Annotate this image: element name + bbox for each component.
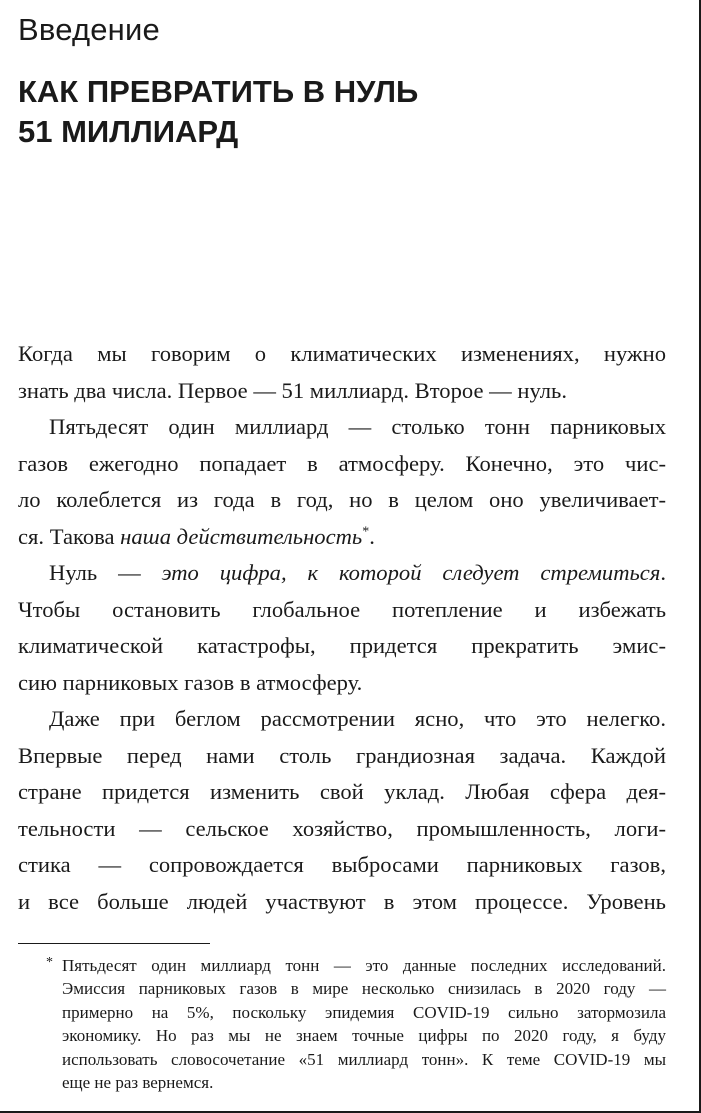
footnote-text	[62, 954, 666, 1094]
body-line	[18, 774, 666, 811]
body-line	[18, 482, 666, 519]
footnote-reference: *	[362, 523, 370, 539]
footnote-divider	[18, 943, 210, 944]
footnote-line: Пятьдесят один миллиард тонн — это данные последних исследований.	[62, 956, 666, 975]
body-line	[18, 555, 666, 592]
body-text-run: стика — сопровождается выбросами парниковых газов,	[18, 852, 666, 877]
chapter-title-line: 51 МИЛЛИАРД	[18, 114, 239, 149]
footnote-line: экономику. Но раз мы не знаем точные цифры по 2020 году, я буду	[62, 1026, 666, 1046]
body-text-run: Пятьдесят один миллиард — столько тонн парниковых	[49, 414, 666, 439]
body-line	[18, 738, 666, 775]
body-text-run: тельности — сельское хозяйство, промышленность, логи-	[18, 815, 666, 841]
body-line	[18, 592, 666, 629]
body-text-run: газов ежегодно попадает в атмосферу. Конечно, это чис-	[18, 450, 666, 476]
footnote-line: Эмиссия парниковых газов в мире несколько снизилась в 2020 году —	[62, 979, 666, 999]
body-text-run: сию парниковых газов в атмосферу.	[18, 669, 363, 695]
body-text-run: и все больше людей участвуют в этом процессе. Уровень	[18, 888, 666, 914]
body-text-run: Когда мы говорим о климатических изменениях, нужно	[18, 341, 666, 366]
body-line	[18, 847, 666, 884]
italic-text: наша действительность	[120, 523, 363, 549]
body-text-run: ло колеблется из года в год, но в целом оно увеличивает-	[18, 487, 666, 512]
body-text-run: Чтобы остановить глобальное потепление и избежать	[18, 596, 666, 622]
body-text-run: стране придется изменить свой уклад. Любая сфера дея-	[18, 779, 666, 804]
body-text-run: .	[660, 560, 666, 585]
footnote-line: использовать словосочетание «51 миллиард тонн». К теме COVID-19 мы	[62, 1049, 666, 1069]
footnote	[18, 954, 666, 1094]
body-text-run: климатической катастрофы, придется прекратить эмис-	[18, 633, 666, 658]
body-line	[18, 701, 666, 738]
body-text-run: Даже при беглом рассмотрении ясно, что это нелегко.	[49, 706, 666, 731]
italic-text: это цифра, к которой следует стремиться	[161, 560, 661, 585]
body-line	[18, 884, 666, 921]
body-line	[18, 811, 666, 848]
body-line	[18, 665, 666, 702]
chapter-title	[18, 72, 678, 152]
body-line	[18, 628, 666, 665]
chapter-title-line: КАК ПРЕВРАТИТЬ В НУЛЬ	[18, 74, 419, 109]
body-text-run: Нуль —	[49, 560, 162, 585]
section-label: Введение	[18, 12, 160, 47]
body-text-run: Впервые перед нами столь грандиозная задача. Каждой	[18, 742, 666, 768]
body-line	[18, 446, 666, 483]
footnote-mark: *	[46, 955, 53, 970]
body-text-run: ся. Такова	[18, 523, 121, 549]
footnote-line: еще не раз вернемся.	[62, 1073, 214, 1093]
body-text-run: знать два числа. Первое — 51 миллиард. Второе — нуль.	[18, 377, 568, 403]
body-line	[18, 409, 666, 446]
body-line	[18, 336, 666, 373]
body-line	[18, 373, 666, 410]
footnote-line: примерно на 5%, поскольку эпидемия COVID-19 сильно затормозила	[62, 1002, 666, 1022]
body-line	[18, 519, 666, 556]
body-text-run: .	[369, 523, 375, 549]
body-text	[18, 336, 666, 920]
